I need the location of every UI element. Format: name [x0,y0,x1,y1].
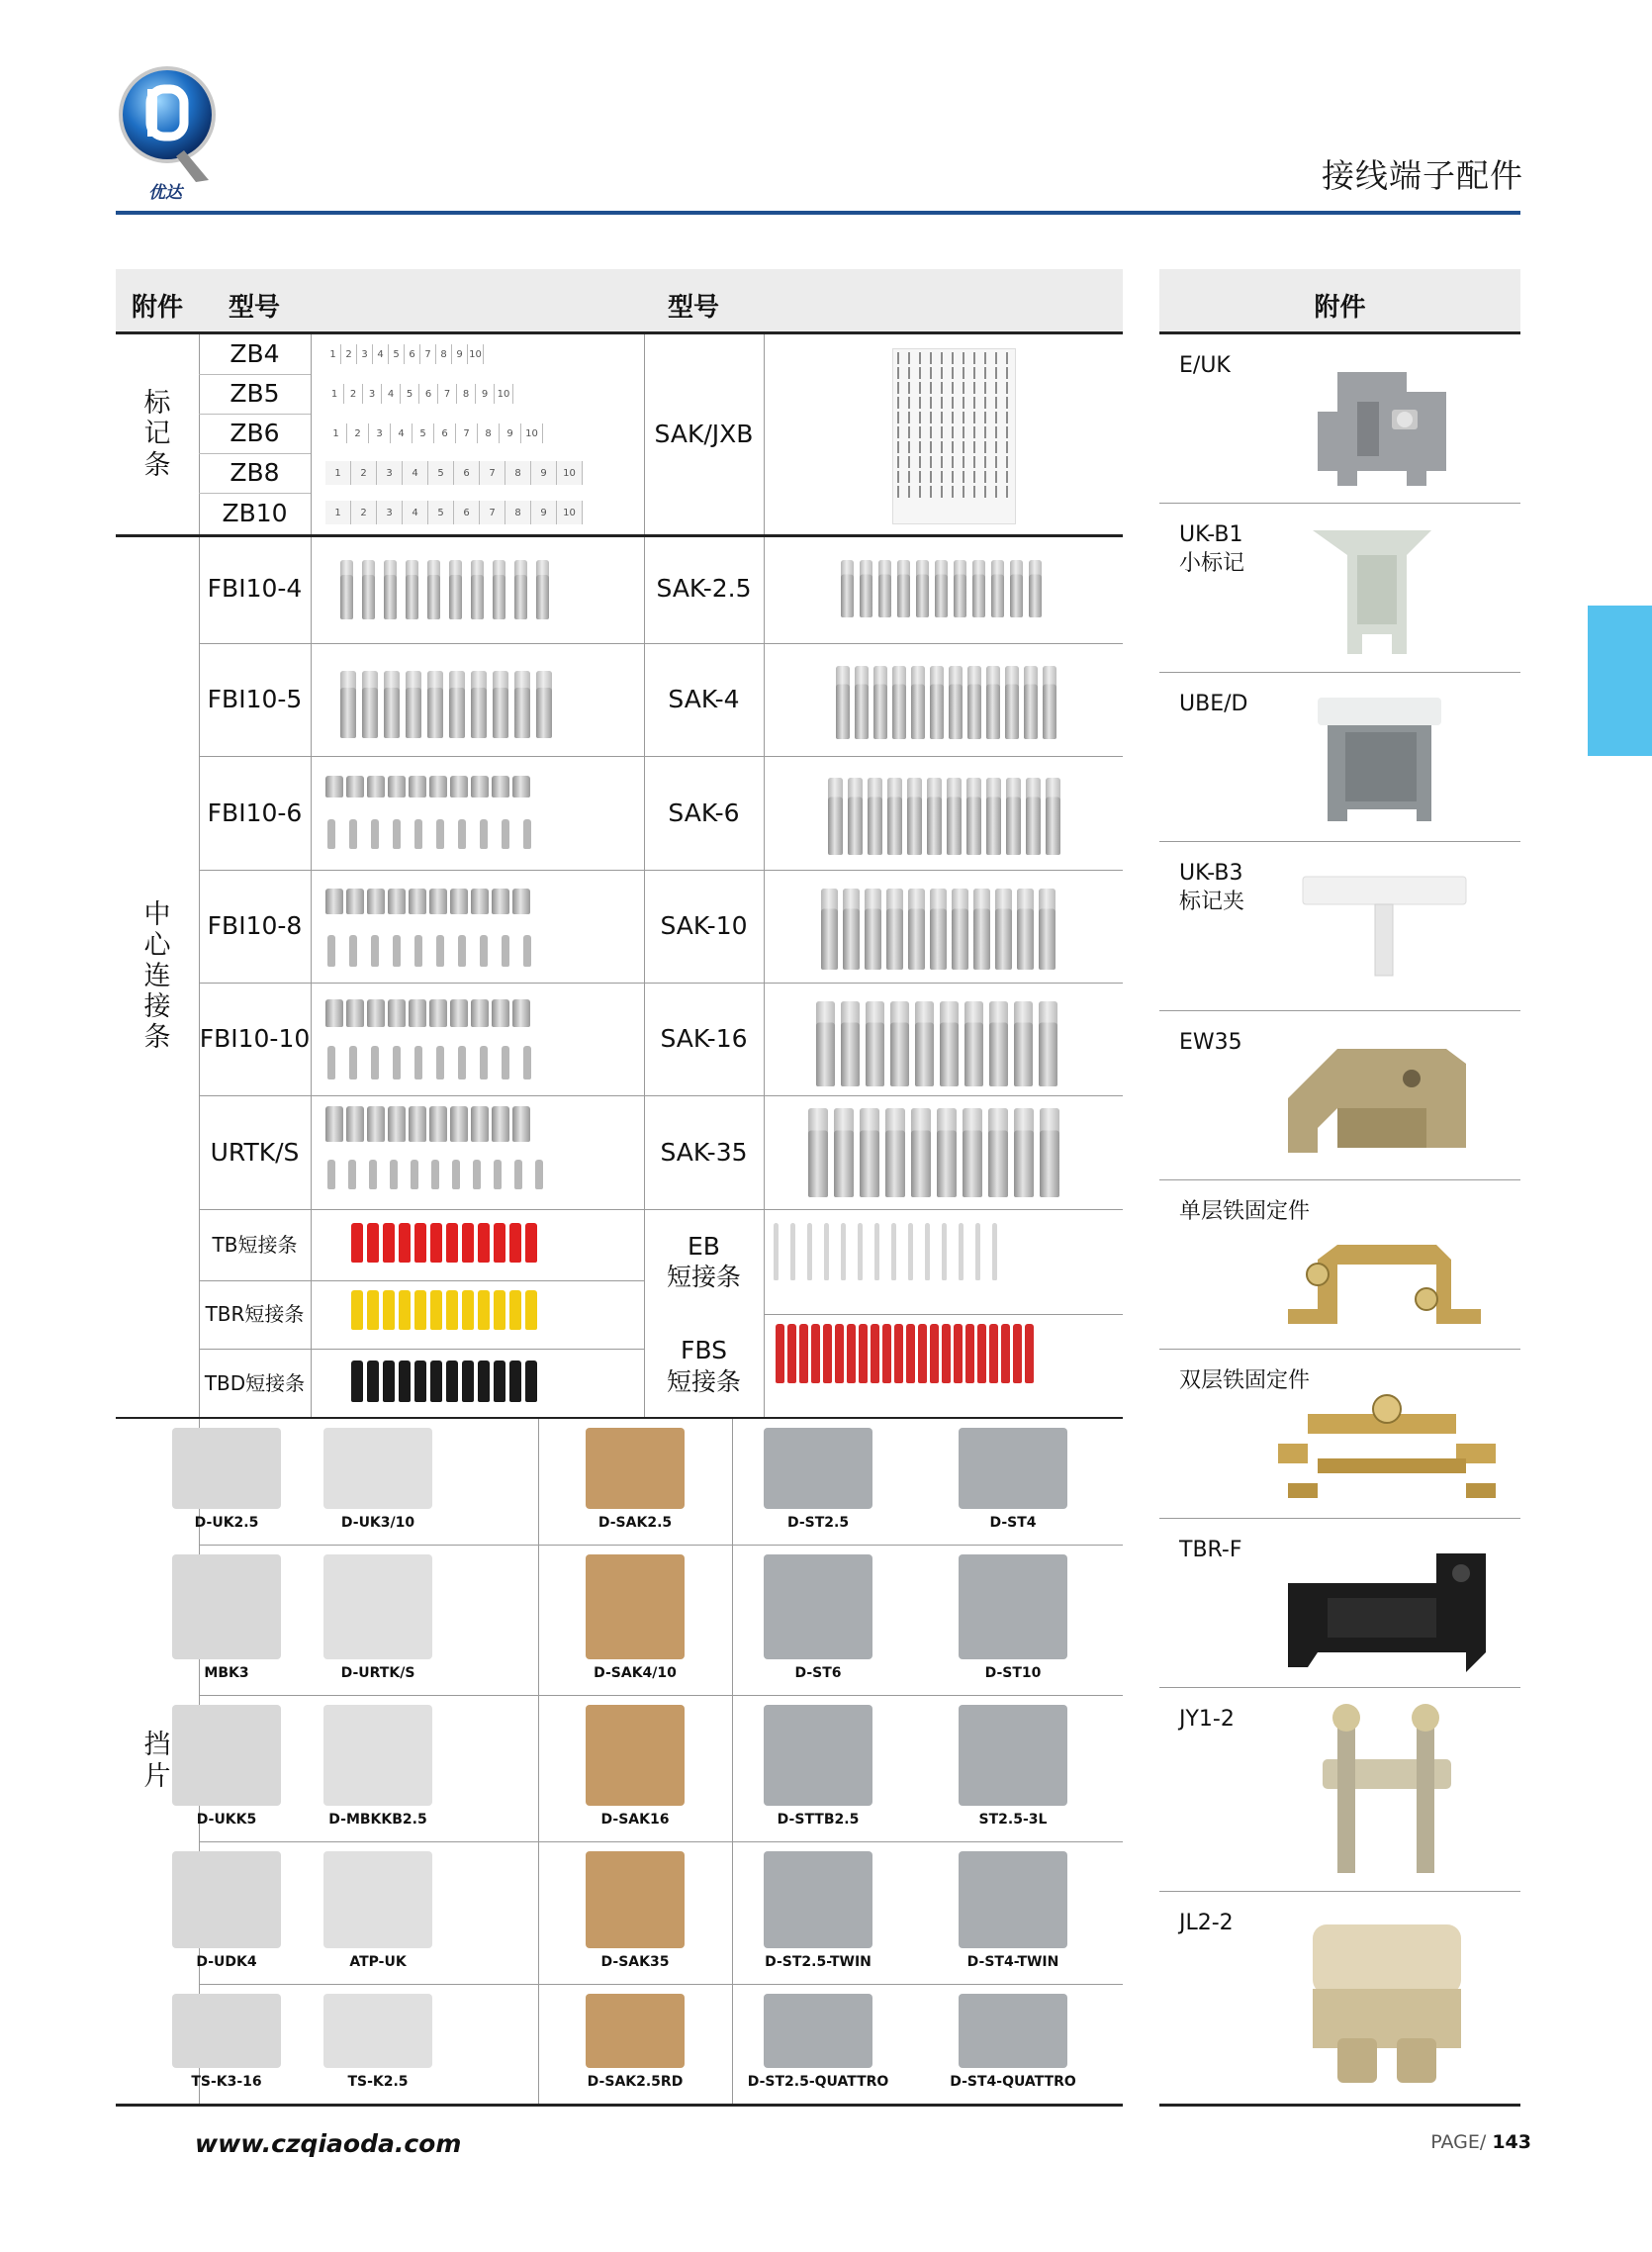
end-plate-label: D-UKK5 [196,1812,257,1828]
accessory-jl2-2 [1159,1892,1520,2107]
fbi10-10-screws-image [327,1046,531,1079]
page-title: 接线端子配件 [1322,156,1523,195]
fbs-bridge-image [776,1324,1034,1383]
end-plate-image [323,1705,432,1806]
end-plate-label: D-ST2.5-TWIN [765,1954,872,1970]
fbi10-8-screws-image [327,935,531,967]
sak-35-image [808,1108,1059,1197]
fbi10-8-bar-image [325,889,530,914]
end-plate-image [764,1554,872,1659]
accessory-uk-b1 [1159,504,1520,673]
end-plate-label: D-ST4 [989,1515,1037,1531]
group-marker-strip: 标 记 条 [143,388,171,481]
end-plate-image [959,1994,1067,2068]
header-model-left: 型号 [229,293,281,323]
end-plate-label: ST2.5-3L [978,1812,1048,1828]
accessory-label: UBE/D [1179,692,1248,716]
accessory-label: EW35 [1179,1030,1242,1055]
end-plate-label: D-UDK4 [196,1954,257,1970]
jy1-2-image [1308,1700,1466,1888]
model-eb-bridge: EB 短接条 [666,1231,741,1291]
accessory-label: 双层铁固定件 [1179,1368,1311,1393]
footer-page-indicator [1430,2131,1531,2153]
end-plate-image [172,1705,281,1806]
tbr-bridge-image [351,1290,537,1330]
end-plate-image [586,1851,685,1948]
end-plate-label: D-SAK4/10 [594,1665,677,1681]
main-table [116,334,1123,2106]
fbi10-10-bar-image [325,999,530,1027]
model-fbi10-8: FBI10-8 [207,911,303,941]
end-plate-label: D-ST6 [794,1665,842,1681]
tbd-bridge-image [351,1361,537,1402]
end-plate-label: D-MBKKB2.5 [328,1812,427,1828]
accessory-label: TBR-F [1179,1538,1242,1562]
end-plate-image [323,1994,432,2068]
marker-strip-zb5-image: 1 2 3 4 5 6 7 8 9 10 [325,384,513,404]
end-plate-image [172,1994,281,2068]
end-plate-image [959,1705,1067,1806]
end-plate-label: TS-K2.5 [347,2074,409,2090]
accessory-label: JL2-2 [1179,1911,1234,1935]
end-bracket-image [1278,1029,1476,1173]
marker-strip-zb6-image: 1 2 3 4 5 6 7 8 9 10 [325,423,543,443]
logo-text: 优达 [148,183,182,203]
end-plate-image [959,1554,1067,1659]
end-plate-label: MBK3 [204,1665,249,1681]
accessory-ube-d [1159,673,1520,842]
end-plate-label: D-ST2.5-QUATTRO [747,2074,889,2090]
header-accessory: 附件 [132,293,184,323]
header-model-right: 型号 [668,293,720,323]
model-sak-jxb: SAK/JXB [654,420,754,449]
end-plate-label: TS-K3-16 [191,2074,262,2090]
model-sak-6: SAK-6 [668,798,740,827]
single-steel-holder-image [1278,1220,1496,1344]
small-marker-image [1313,525,1441,664]
model-zb8: ZB8 [229,458,280,488]
sak-16-image [816,1001,1057,1086]
model-zb6: ZB6 [229,419,280,448]
marker-carrier-image [1308,693,1456,836]
marker-clip-image [1298,867,1476,985]
model-tbd-bridge: TBD短接条 [204,1370,306,1395]
end-plate-label: D-ST4-TWIN [966,1954,1059,1970]
end-plate-label: D-UK3/10 [340,1515,415,1531]
end-plate-label: D-SAK35 [600,1954,670,1970]
end-plate-image [764,1428,872,1509]
model-fbi10-4: FBI10-4 [207,574,303,604]
model-zb4: ZB4 [229,339,280,369]
end-plate-image [323,1851,432,1948]
end-plate-image [586,1994,685,2068]
end-plate-label: D-SAK16 [600,1812,670,1828]
end-plate-image [586,1554,685,1659]
end-plate-label: D-UK2.5 [194,1515,259,1531]
model-sak-4: SAK-4 [668,685,740,714]
tbr-f-image [1268,1544,1496,1677]
urtk-s-screws-image [327,1160,543,1189]
fbi10-6-bar-image [325,776,530,798]
model-sak-10: SAK-10 [660,911,748,941]
group-end-plate: 挡 片 [143,1730,171,1792]
end-clamp-image [1298,352,1466,496]
sak-2-5-image [841,560,1042,617]
footer-website[interactable]: www.czqiaoda.com [195,2129,462,2158]
end-plate-image [764,1851,872,1948]
model-zb10: ZB10 [222,499,288,528]
end-plate-image [959,1851,1067,1948]
sak-6-image [828,778,1060,855]
model-tbr-bridge: TBR短接条 [205,1302,305,1326]
model-sak-16: SAK-16 [660,1024,748,1054]
accessory-label: JY1-2 [1179,1707,1235,1732]
accessory-label: E/UK [1179,353,1231,378]
header-rule [116,211,1520,215]
accessory-e-uk [1159,334,1520,504]
eb-bridge-image [774,1223,997,1280]
model-zb5: ZB5 [229,379,280,409]
fbi10-5-image [340,671,552,738]
end-plate-image [172,1554,281,1659]
marker-strip-sak-jxb-image [892,348,1016,524]
sak-10-image [821,889,1055,970]
main-table-bottom-rule [116,2104,1123,2107]
section-tab [1588,606,1652,756]
marker-strip-zb10-image: 1 2 3 4 5 6 7 8 9 10 [325,501,583,524]
company-logo [115,63,220,203]
fbi10-6-screws-image [327,819,531,849]
accessory-header: 附件 [1159,269,1520,334]
end-plate-label: D-ST2.5 [786,1515,850,1531]
accessory-label: 单层铁固定件 [1179,1199,1311,1224]
page-prefix: PAGE/ [1430,2131,1487,2153]
accessory-jy1-2 [1159,1688,1520,1892]
end-plate-image [764,1994,872,2068]
accessory-uk-b3 [1159,842,1520,1011]
end-plate-image [764,1705,872,1806]
accessory-label: UK-B3 标记夹 [1179,861,1245,914]
page-number: 143 [1492,2131,1531,2153]
end-plate-label: D-ST10 [984,1665,1042,1681]
accessory-double-steel-holder [1159,1350,1520,1519]
end-plate-label: D-URTK/S [340,1665,415,1681]
fbi10-4-image [340,560,549,619]
model-sak-2-5: SAK-2.5 [656,574,752,604]
marker-strip-zb4-image: 1 2 3 4 5 6 7 8 9 10 [325,344,484,364]
jl2-2-image [1298,1920,1476,2098]
model-fbi10-5: FBI10-5 [207,685,303,714]
end-plate-image [323,1428,432,1509]
sak-4-image [836,666,1056,739]
accessory-label: UK-B1 小标记 [1179,522,1245,576]
model-fbs-bridge: FBS 短接条 [666,1336,741,1396]
tb-bridge-image [351,1223,537,1263]
end-plate-label: D-ST4-QUATTRO [950,2074,1076,2090]
accessory-tbr-f [1159,1519,1520,1688]
model-tb-bridge: TB短接条 [212,1232,298,1257]
model-urtk-s: URTK/S [210,1137,300,1167]
group-center-bridge: 中 心 连 接 条 [143,898,171,1054]
main-table-header [116,269,1123,334]
model-sak-35: SAK-35 [660,1137,748,1167]
model-fbi10-10: FBI10-10 [199,1024,311,1054]
end-plate-image [586,1428,685,1509]
double-steel-holder-image [1268,1384,1506,1513]
model-fbi10-6: FBI10-6 [207,798,303,827]
end-plate-image [172,1851,281,1948]
end-plate-image [172,1428,281,1509]
end-plate-label: ATP-UK [349,1954,407,1970]
end-plate-label: D-SAK2.5RD [587,2074,684,2090]
accessory-ew35 [1159,1011,1520,1180]
end-plate-image [323,1554,432,1659]
end-plate-label: D-STTB2.5 [777,1812,860,1828]
marker-strip-zb8-image: 1 2 3 4 5 6 7 8 9 10 [325,461,583,485]
accessory-single-steel-holder [1159,1180,1520,1350]
end-plate-label: D-SAK2.5 [597,1515,673,1531]
urtk-s-bar-image [325,1106,530,1142]
end-plate-image [586,1705,685,1806]
end-plate-image [959,1428,1067,1509]
